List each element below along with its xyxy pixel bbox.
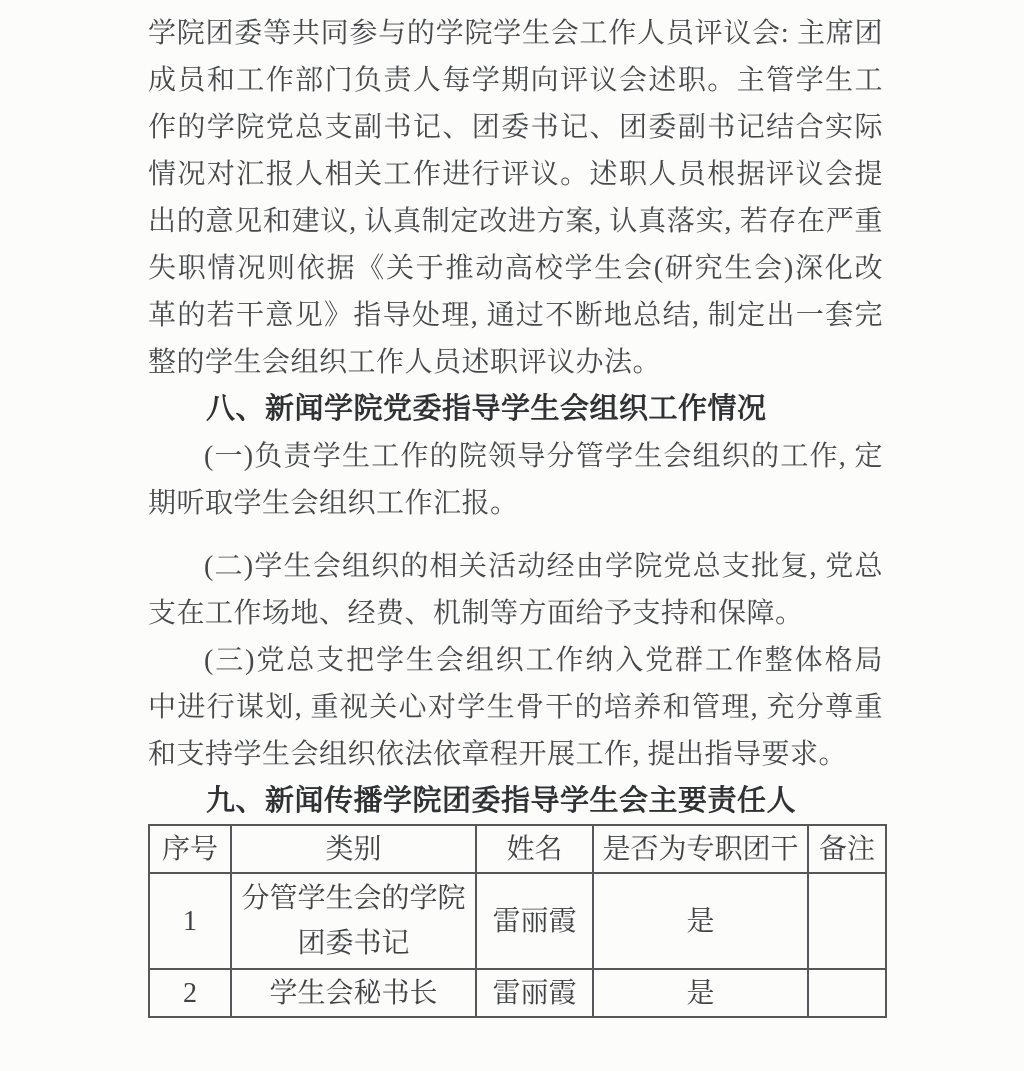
table-row (149, 873, 886, 969)
body-text-line: (一)负责学生工作的院领导分管学生会组织的工作, 定 (204, 441, 883, 472)
body-text-line: 成员和工作部门负责人每学期向评议会述职。主管学生工 (148, 65, 883, 96)
body-text-line: 整的学生会组织工作人员述职评议办法。 (148, 347, 662, 378)
table-header-cell-fulltime: 是否为专职团干 (593, 825, 808, 873)
body-text-line: 中进行谋划, 重视关心对学生骨干的培养和管理, 充分尊重 (148, 692, 883, 723)
body-text-line: 期听取学生会组织工作汇报。 (148, 488, 519, 519)
cell-name: 雷丽霞 (476, 873, 593, 969)
body-text-line: (三)党总支把学生会组织工作纳入党群工作整体格局 (204, 645, 883, 676)
cell-fulltime: 是 (593, 969, 808, 1017)
text-block (148, 10, 883, 825)
cell-no: 1 (149, 873, 231, 969)
cell-no: 2 (149, 969, 231, 1017)
cell-category: 学生会秘书长 (231, 969, 476, 1017)
table-header-cell-note: 备注 (808, 825, 886, 873)
table-header-row (149, 825, 886, 873)
body-text-line: 情况对汇报人相关工作进行评议。述职人员根据评议会提 (148, 159, 883, 190)
table-header-cell-category: 类别 (231, 825, 476, 873)
cell-name: 雷丽霞 (476, 969, 593, 1017)
body-text-line: 出的意见和建议, 认真制定改进方案, 认真落实, 若存在严重 (148, 206, 883, 237)
table-row (149, 969, 886, 1017)
section-heading-9: 九、新闻传播学院团委指导学生会主要责任人 (206, 785, 797, 817)
cell-fulltime: 是 (593, 873, 808, 969)
table-header-cell-name: 姓名 (476, 825, 593, 873)
body-text-line: 支在工作场地、经费、机制等方面给予支持和保障。 (148, 598, 804, 629)
body-text-line: 和支持学生会组织依法依章程开展工作, 提出指导要求。 (148, 739, 848, 770)
section-heading-8: 八、新闻学院党委指导学生会组织工作情况 (206, 393, 767, 425)
body-text-line: 革的若干意见》指导处理, 通过不断地总结, 制定出一套完 (148, 300, 883, 331)
leaders-table (148, 824, 887, 1018)
table-header-cell-no: 序号 (149, 825, 231, 873)
cell-note (808, 969, 886, 1017)
cell-note (808, 873, 886, 969)
body-text-line: 失职情况则依据《关于推动高校学生会(研究生会)深化改 (148, 253, 883, 284)
body-text-line: 作的学院党总支副书记、团委书记、团委副书记结合实际 (148, 112, 883, 143)
body-text-line: 学院团委等共同参与的学院学生会工作人员评议会: 主席团 (148, 18, 883, 49)
cell-category: 分管学生会的学院团委书记 (231, 873, 476, 969)
body-text-line: (二)学生会组织的相关活动经由学院党总支批复, 党总 (204, 551, 883, 582)
